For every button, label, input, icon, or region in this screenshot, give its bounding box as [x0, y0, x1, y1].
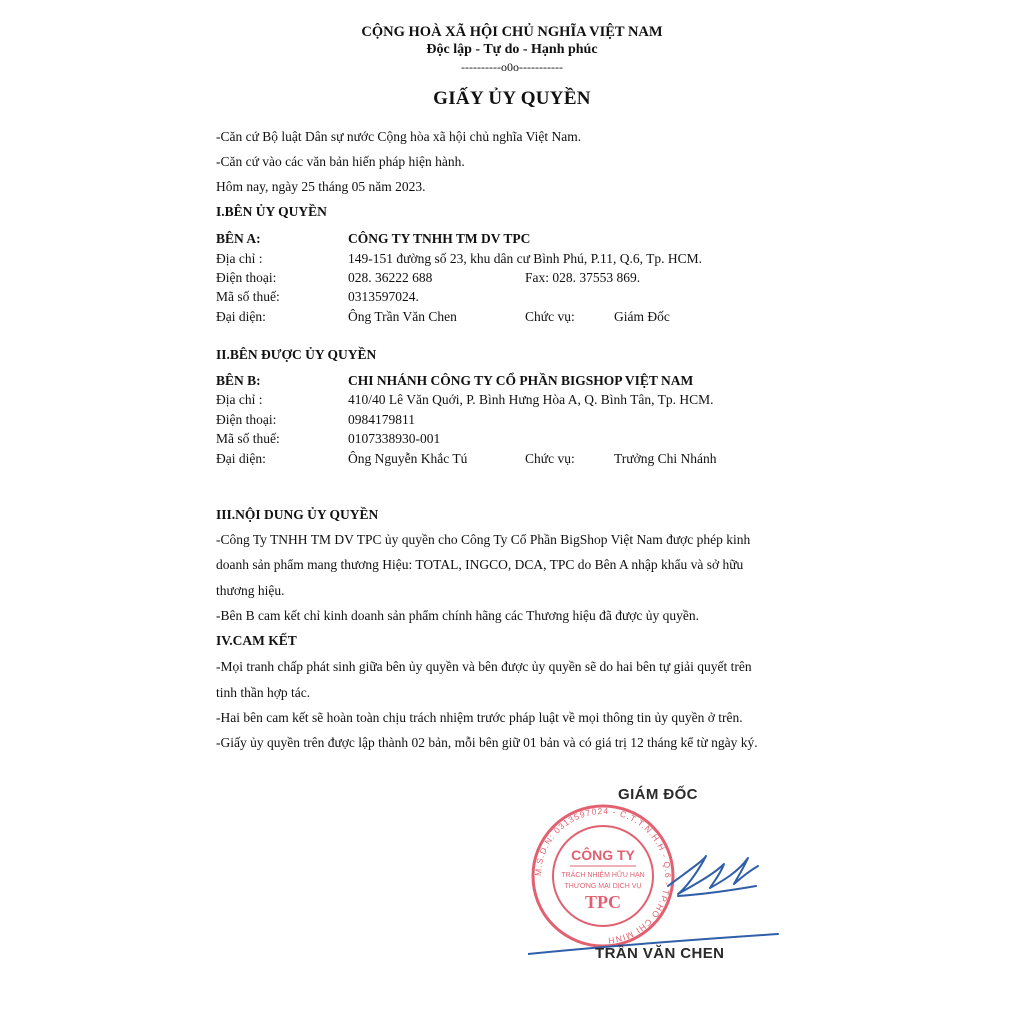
content-line-4: -Bên B cam kết chỉ kinh doanh sản phẩm chính hãng các Thương hiệu đã được ủy quyền. [216, 608, 700, 623]
party-a-rep-label: Đại diện: [216, 309, 266, 324]
content-line-3: thương hiệu. [216, 583, 285, 598]
party-b-tax-label: Mã số thuế: [216, 431, 280, 446]
party-a-phone: 028. 36222 688 [348, 270, 433, 285]
preamble-line-2: -Căn cứ vào các văn bản hiến pháp hiện hành. [216, 154, 465, 169]
seal-line1-text: TRÁCH NHIỆM HỮU HẠN [561, 872, 645, 879]
signer-name: TRẦN VĂN CHEN [595, 945, 725, 962]
commitment-line-1: -Mọi tranh chấp phát sinh giữa bên ủy quyền và bên được ủy quyền sẽ do hai bên tự giải quyết trên [216, 659, 752, 674]
seal-line2-text: THƯƠNG MẠI DỊCH VỤ [564, 883, 642, 890]
header-separator: ----------o0o----------- [461, 60, 563, 74]
preamble-date: Hôm nay, ngày 25 tháng 05 năm 2023. [216, 179, 426, 194]
content-line-2: doanh sản phẩm mang thương Hiệu: TOTAL, INGCO, DCA, TPC do Bên A nhập khẩu và sở hữu [216, 557, 744, 572]
section-commitment-title: IV.CAM KẾT [216, 633, 297, 648]
country-header: CỘNG HOÀ XÃ HỘI CHỦ NGHĨA VIỆT NAM [361, 24, 663, 40]
party-a-fax: Fax: 028. 37553 869. [525, 270, 641, 285]
party-a-rep: Ông Trần Văn Chen [348, 309, 457, 324]
party-b-position: Trưởng Chi Nhánh [614, 451, 717, 466]
party-a-phone-label: Điện thoại: [216, 270, 277, 285]
commitment-line-2: tinh thần hợp tác. [216, 685, 311, 700]
preamble-line-1: -Căn cứ Bộ luật Dân sự nước Cộng hòa xã hội chủ nghĩa Việt Nam. [216, 129, 582, 144]
party-a-name: CÔNG TY TNHH TM DV TPC [348, 231, 531, 246]
party-a-position: Giám Đốc [614, 309, 670, 324]
seal-stamp [533, 806, 673, 946]
seal-company-text: CÔNG TY [571, 847, 635, 863]
party-a-address-label: Địa chỉ : [216, 251, 263, 266]
motto: Độc lập - Tự do - Hạnh phúc [426, 42, 598, 57]
party-b-phone-label: Điện thoại: [216, 412, 277, 427]
party-b-label: BÊN B: [216, 373, 261, 388]
section-party-a-title: I.BÊN ỦY QUYỀN [216, 204, 327, 219]
party-b-name: CHI NHÁNH CÔNG TY CỔ PHẦN BIGSHOP VIỆT NAM [348, 373, 694, 388]
content-line-1: -Công Ty TNHH TM DV TPC ủy quyền cho Công Ty Cổ Phần BigShop Việt Nam được phép kinh [216, 532, 751, 547]
party-a-label: BÊN A: [216, 231, 261, 246]
section-content-title: III.NỘI DUNG ỦY QUYỀN [216, 507, 379, 522]
party-a-position-label: Chức vụ: [525, 309, 575, 324]
section-party-b-title: II.BÊN ĐƯỢC ỦY QUYỀN [216, 347, 377, 362]
party-b-address-label: Địa chỉ : [216, 392, 263, 407]
party-b-address: 410/40 Lê Văn Quới, P. Bình Hưng Hòa A, Q. Bình Tân, Tp. HCM. [348, 392, 714, 407]
party-b-position-label: Chức vụ: [525, 451, 575, 466]
party-b-phone: 0984179811 [348, 412, 415, 427]
seal-brand-text: TPC [585, 892, 621, 912]
signature-title: GIÁM ĐỐC [618, 786, 698, 803]
party-a-tax: 0313597024. [348, 289, 419, 304]
seal-ring-textpath: M.S.D.N: 0313597024 - C.T.T.N.H.H - Q.6 - TP.HỒ CHÍ MINH [532, 805, 674, 946]
commitment-line-4: -Giấy ủy quyền trên được lập thành 02 bản, mỗi bên giữ 01 bản và có giá trị 12 tháng kể từ ngày ký. [216, 735, 758, 750]
party-b-tax: 0107338930-001 [348, 431, 441, 446]
document-title: GIẤY ỦY QUYỀN [433, 88, 591, 109]
party-b-rep-label: Đại diện: [216, 451, 266, 466]
commitment-line-3: -Hai bên cam kết sẽ hoàn toàn chịu trách nhiệm trước pháp luật về mọi thông tin ủy quyền ở trên. [216, 710, 743, 725]
party-a-address: 149-151 đường số 23, khu dân cư Bình Phú, P.11, Q.6, Tp. HCM. [348, 251, 703, 266]
party-a-tax-label: Mã số thuế: [216, 289, 280, 304]
party-b-rep: Ông Nguyễn Khắc Tú [348, 451, 468, 466]
